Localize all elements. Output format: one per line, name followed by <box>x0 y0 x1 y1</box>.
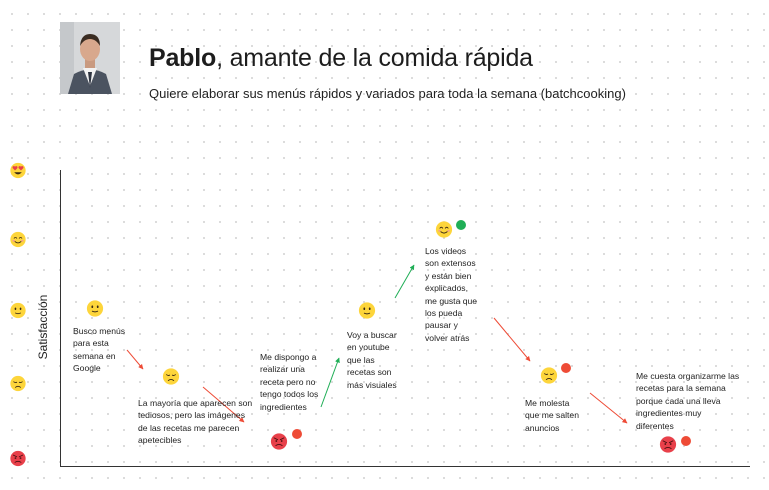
step-7-angry-face-icon <box>659 436 677 459</box>
heart-eyes-face-icon <box>10 162 27 184</box>
y-axis-label: Satisfacción <box>36 294 50 360</box>
step-3-note: Me dispongo a realizar una receta pero no tengo todos los ingredientes <box>260 352 319 412</box>
step-6-sad-face-icon <box>540 367 558 390</box>
persona-name: Pablo <box>149 44 217 72</box>
step-1-note: Busco menús para esta semana en Google <box>73 326 126 374</box>
smiling-face-icon <box>10 231 27 253</box>
arrow-up-2 <box>395 265 414 298</box>
step-2-note: La mayoría que aparecen son tediosos, pero las imágenes de las recetas me parecen apetecibles <box>138 398 253 446</box>
step-5-positive-indicator <box>456 220 466 230</box>
arrow-down-4 <box>590 393 627 423</box>
persona-subtitle: Quiere elaborar sus menús rápidos y variados para toda la semana (batchcooking) <box>149 86 626 101</box>
step-4-note: Voy a buscar en youtube que las recetas son más visuales <box>347 330 397 390</box>
angry-face-icon <box>10 450 27 472</box>
step-7-negative-indicator <box>681 436 691 446</box>
step-3-angry-face-icon <box>270 433 288 456</box>
step-5-note: Los videos son extensos y están bien explicados, me gusta que los pueda pausar y volver atrás <box>425 246 478 343</box>
arrow-up-1 <box>321 358 339 407</box>
step-2-sad-face-icon <box>162 368 180 391</box>
step-6-negative-indicator <box>561 363 571 373</box>
neutral-face-icon <box>10 302 27 324</box>
step-7-note: Me cuesta organizarme las recetas para la semana porque cada una lleva ingredientes muy diferentes <box>636 371 740 431</box>
step-6-note: Me molesta que me salten anuncios <box>525 398 579 433</box>
sad-face-icon <box>10 375 27 397</box>
persona-title-rest: , amante de la comida rápida <box>216 44 533 72</box>
step-1-neutral-face-icon <box>86 300 104 323</box>
step-3-negative-indicator <box>292 429 302 439</box>
step-4-neutral-face-icon <box>358 302 376 325</box>
arrow-down-3 <box>494 318 530 361</box>
step-5-smiling-face-icon <box>435 221 453 244</box>
